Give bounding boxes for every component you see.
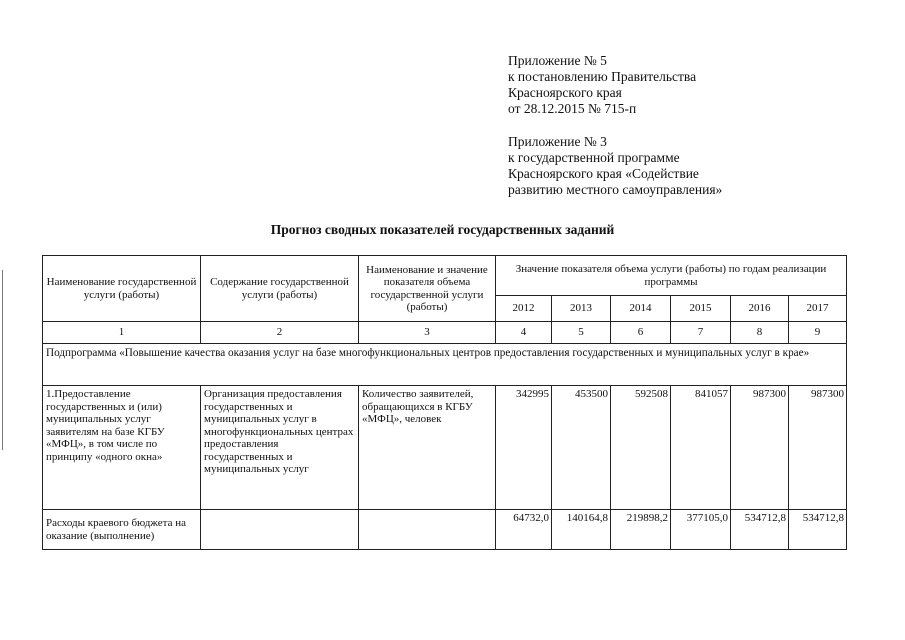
value-cell: 140164,8 bbox=[552, 510, 611, 550]
column-number: 2 bbox=[201, 322, 359, 344]
appendix-line: Приложение № 5 bbox=[508, 53, 607, 68]
value-cell: 841057 bbox=[671, 386, 731, 510]
value-cell: 592508 bbox=[611, 386, 671, 510]
year-cell: 2013 bbox=[552, 296, 611, 322]
document-title: Прогноз сводных показателей государственных заданий bbox=[270, 222, 615, 237]
service-content-cell: Организация предоставления государственных и муниципальных услуг в многофункциональных центрах предоставления государственных и муниципальных услуг bbox=[201, 386, 359, 510]
subprogram-title: Подпрограмма «Повышение качества оказания услуг на базе многофункциональных центров предоставления государственных и муниципальных услуг в крае» bbox=[43, 344, 847, 386]
appendix-line: к постановлению Правительства bbox=[508, 69, 697, 84]
header-service-content: Содержание государственной услуги (работы) bbox=[201, 256, 359, 322]
header-indicator: Наименование и значение показателя объема государственной услуги (работы) bbox=[359, 256, 496, 322]
appendix-line: к государственной программе bbox=[508, 150, 680, 165]
value-cell: 987300 bbox=[789, 386, 847, 510]
scan-edge-line bbox=[2, 270, 3, 450]
value-cell: 453500 bbox=[552, 386, 611, 510]
year-cell: 2012 bbox=[496, 296, 552, 322]
appendix-line: Красноярского края «Содействие bbox=[508, 166, 699, 181]
header-values-group: Значение показателя объема услуги (работы) по годам реализации программы bbox=[496, 256, 847, 296]
appendix-line: от 28.12.2015 № 715-п bbox=[508, 101, 637, 116]
empty-cell bbox=[201, 510, 359, 550]
subprogram-row bbox=[43, 344, 847, 386]
value-cell: 342995 bbox=[496, 386, 552, 510]
column-number-row bbox=[43, 322, 847, 344]
indicator-cell: Количество заявителей, обращающихся в КГБУ «МФЦ», человек bbox=[359, 386, 496, 510]
column-number: 6 bbox=[611, 322, 671, 344]
column-number: 4 bbox=[496, 322, 552, 344]
appendix-5-block bbox=[508, 53, 696, 117]
service-name-cell: Расходы краевого бюджета на оказание (выполнение) bbox=[43, 510, 201, 550]
value-cell: 534712,8 bbox=[731, 510, 789, 550]
column-number: 7 bbox=[671, 322, 731, 344]
value-cell: 219898,2 bbox=[611, 510, 671, 550]
value-cell: 534712,8 bbox=[789, 510, 847, 550]
column-number: 8 bbox=[731, 322, 789, 344]
value-cell: 987300 bbox=[731, 386, 789, 510]
column-number: 5 bbox=[552, 322, 611, 344]
appendix-line: Приложение № 3 bbox=[508, 134, 607, 149]
column-number: 1 bbox=[43, 322, 201, 344]
year-cell: 2016 bbox=[731, 296, 789, 322]
column-number: 3 bbox=[359, 322, 496, 344]
forecast-table bbox=[42, 255, 847, 550]
empty-cell bbox=[359, 510, 496, 550]
appendix-line: Красноярского края bbox=[508, 85, 622, 100]
service-name-cell: 1.Предоставление государственных и (или) муниципальных услуг заявителям на базе КГБУ «МФЦ», в том числе по принципу «одного окна» bbox=[43, 386, 201, 510]
table-row bbox=[43, 510, 847, 550]
value-cell: 377105,0 bbox=[671, 510, 731, 550]
header-service-name: Наименование государственной услуги (работы) bbox=[43, 256, 201, 322]
year-cell: 2014 bbox=[611, 296, 671, 322]
appendix-line: развитию местного самоуправления» bbox=[508, 182, 723, 197]
table-row bbox=[43, 386, 847, 510]
header-row bbox=[43, 256, 847, 296]
year-cell: 2017 bbox=[789, 296, 847, 322]
column-number: 9 bbox=[789, 322, 847, 344]
year-cell: 2015 bbox=[671, 296, 731, 322]
value-cell: 64732,0 bbox=[496, 510, 552, 550]
appendix-3-block bbox=[508, 134, 722, 198]
